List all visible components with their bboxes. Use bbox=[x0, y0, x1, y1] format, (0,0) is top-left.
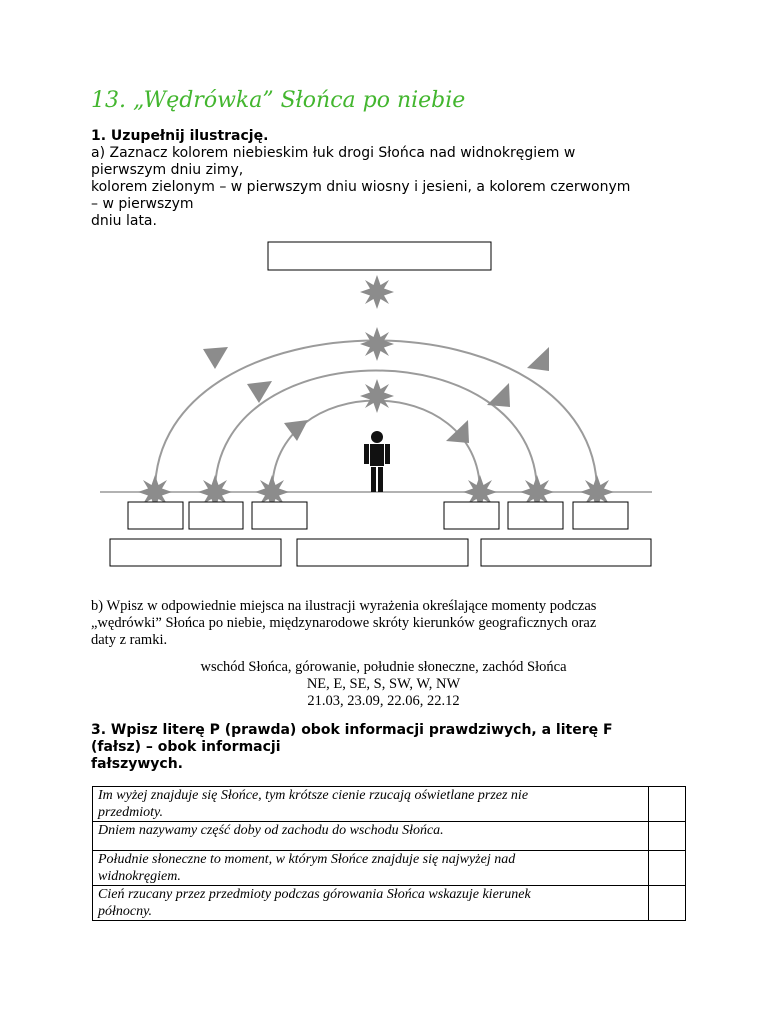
table-row bbox=[93, 822, 686, 851]
word-bank-directions: NE, E, SE, S, SW, W, NW bbox=[306, 676, 461, 692]
task3-heading bbox=[91, 722, 613, 773]
statement-cell bbox=[93, 886, 649, 921]
label-box-small[interactable] bbox=[573, 502, 628, 529]
sun-icon bbox=[360, 275, 394, 309]
task3-heading-line: (fałsz) – obok informacji bbox=[91, 739, 281, 755]
true-false-table bbox=[92, 786, 686, 921]
label-box-wide[interactable] bbox=[297, 539, 468, 566]
sun-icon bbox=[360, 379, 394, 413]
arrow-icon bbox=[527, 347, 549, 371]
statement-text: przedmioty. bbox=[98, 805, 163, 820]
word-bank-dates: 21.03, 23.09, 22.06, 22.12 bbox=[307, 693, 460, 709]
task1-line: pierwszym dniu zimy, bbox=[91, 162, 244, 178]
task1-line: – w pierwszym bbox=[91, 196, 194, 212]
table-row bbox=[93, 787, 686, 822]
label-box-wide[interactable] bbox=[110, 539, 281, 566]
task1-line: a) Zaznacz kolorem niebieskim łuk drogi Słońca nad widnokręgiem w bbox=[91, 145, 576, 161]
answer-cell[interactable] bbox=[649, 886, 686, 921]
statement-cell bbox=[93, 822, 649, 851]
word-bank bbox=[91, 659, 676, 710]
answer-cell[interactable] bbox=[649, 787, 686, 822]
standing-person-icon bbox=[364, 431, 390, 492]
label-box-small[interactable] bbox=[189, 502, 243, 529]
arrow-icon bbox=[284, 420, 308, 441]
statement-text: Południe słoneczne to moment, w którym Słońce znajduje się najwyżej nad bbox=[98, 852, 516, 867]
label-box-small[interactable] bbox=[508, 502, 563, 529]
statement-text: Im wyżej znajduje się Słońce, tym krótsze cienie rzucają oświetlane przez nie bbox=[98, 788, 529, 803]
label-box-small[interactable] bbox=[444, 502, 499, 529]
arrow-icon bbox=[203, 347, 228, 369]
sun-path-diagram bbox=[0, 230, 768, 575]
task1-line: kolorem zielonym – w pierwszym dniu wiosny i jesieni, a kolorem czerwonym bbox=[91, 179, 631, 195]
task1-line: dniu lata. bbox=[91, 213, 157, 229]
table-row bbox=[93, 886, 686, 921]
task1-instructions bbox=[91, 128, 630, 230]
answer-cell[interactable] bbox=[649, 851, 686, 886]
word-bank-moments: wschód Słońca, górowanie, południe słoneczne, zachód Słońca bbox=[200, 659, 567, 675]
lesson-title: 13. „Wędrówka” Słońca po niebie bbox=[91, 88, 466, 113]
answer-cell[interactable] bbox=[649, 822, 686, 851]
label-box-small[interactable] bbox=[252, 502, 307, 529]
statement-cell bbox=[93, 787, 649, 822]
task1b-instructions bbox=[91, 598, 596, 649]
arrow-icon bbox=[487, 383, 510, 407]
task3-heading-line: 3. Wpisz literę P (prawda) obok informacji prawdziwych, a literę F bbox=[91, 722, 613, 738]
arrow-icon bbox=[446, 420, 469, 443]
task1b-line: daty z ramki. bbox=[91, 632, 168, 648]
statement-text: Cień rzucany przez przedmioty podczas górowania Słońca wskazuje kierunek bbox=[98, 887, 531, 902]
task3-heading-line: fałszywych. bbox=[91, 756, 183, 772]
task1b-line: b) Wpisz w odpowiednie miejsca na ilustracji wyrażenia określające momenty podczas bbox=[91, 598, 597, 614]
label-box-small[interactable] bbox=[128, 502, 183, 529]
statement-text: północny. bbox=[98, 904, 153, 919]
statement-text: widnokręgiem. bbox=[98, 869, 181, 884]
task1b-line: „wędrówki” Słońca po niebie, międzynarodowe skróty kierunków geograficznych oraz bbox=[91, 615, 597, 631]
sun-icon bbox=[360, 327, 394, 361]
label-box-wide[interactable] bbox=[481, 539, 651, 566]
statement-text: Dniem nazywamy część doby od zachodu do wschodu Słońca. bbox=[98, 823, 444, 838]
table-row bbox=[93, 851, 686, 886]
task1-heading: 1. Uzupełnij ilustrację. bbox=[91, 128, 269, 144]
label-box-top[interactable] bbox=[268, 242, 491, 270]
statement-cell bbox=[93, 851, 649, 886]
